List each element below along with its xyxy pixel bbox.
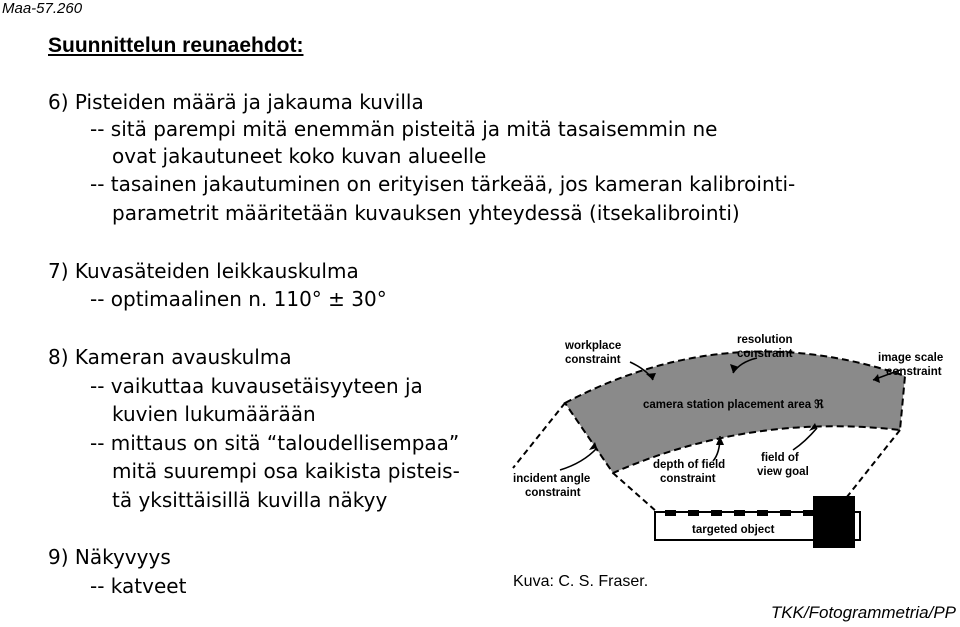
label-depth-2: constraint: [660, 473, 716, 485]
label-fov-2: view goal: [757, 466, 809, 478]
figure-caption: Kuva: C. S. Fraser.: [513, 573, 649, 590]
item-8-line-1: -- vaikuttaa kuvausetäisyyteen ja: [90, 374, 423, 398]
label-image-scale-2: constraint: [886, 366, 942, 378]
occluding-block: [813, 496, 855, 548]
item-8-line-3: -- mittaus on sitä “taloudellisempaa”: [90, 431, 460, 455]
label-workplace-2: constraint: [565, 354, 621, 366]
footer-credit: TKK/Fotogrammetria/PP: [770, 603, 956, 622]
label-image-scale-1: image scale: [878, 352, 944, 364]
label-depth-1: depth of field: [653, 459, 726, 471]
label-resolution-2: constraint: [737, 348, 793, 360]
label-fov-1: field of: [761, 452, 799, 464]
label-target: targeted object: [692, 524, 775, 536]
label-workplace-1: workplace: [565, 340, 622, 352]
item-6-title: 6) Pisteiden määrä ja jakauma kuvilla: [48, 90, 424, 114]
item-8-line-4: mitä suurempi osa kaikista pisteis-: [112, 459, 460, 483]
item-8-title: 8) Kameran avauskulma: [48, 345, 292, 369]
item-8-line-5: tä yksittäisillä kuvilla näkyy: [112, 488, 388, 512]
item-7-line-1: -- optimaalinen n. 110° ± 30°: [90, 287, 387, 311]
item-9-line-1: -- katveet: [90, 574, 187, 598]
item-6-line-1: -- sitä parempi mitä enemmän pisteitä ja mitä tasaisemmin ne: [90, 117, 718, 141]
item-6-line-3: -- tasainen jakautuminen on erityisen tärkeää, jos kameran kalibrointi-: [90, 172, 796, 196]
item-8-line-2: kuvien lukumäärään: [112, 402, 316, 426]
camera-network-figure: [505, 318, 955, 568]
item-7-title: 7) Kuvasäteiden leikkauskulma: [48, 259, 359, 283]
label-incident-1: incident angle: [513, 473, 591, 485]
label-incident-2: constraint: [525, 487, 581, 499]
label-resolution-1: resolution: [737, 334, 793, 346]
item-6-line-2: ovat jakautuneet koko kuvan alueelle: [112, 144, 487, 168]
slide-code: Maa-57.260: [2, 0, 83, 17]
label-placement-area: camera station placement area ℜ: [643, 399, 824, 411]
item-6-line-4: parametrit määritetään kuvauksen yhteydessä (itsekalibrointi): [112, 201, 740, 225]
page-title: Suunnittelun reunaehdot:: [48, 34, 304, 57]
item-9-title: 9) Näkyvyys: [48, 545, 171, 569]
